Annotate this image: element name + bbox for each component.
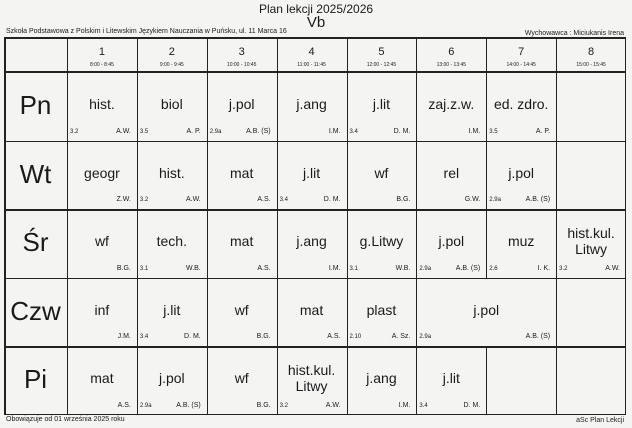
lesson-subject: hist.kul. Litwy [567, 225, 615, 258]
day-label: Wt [19, 158, 52, 189]
lesson-teacher: D. M. [323, 196, 341, 204]
lesson-teacher: D. M. [184, 333, 201, 341]
lesson-subject: j.ang [296, 233, 327, 250]
lesson-room: 2.6 [489, 265, 498, 272]
lesson-subject: j.ang [296, 96, 327, 112]
lesson-teacher: A.W. [325, 402, 341, 409]
cell-divider [556, 278, 557, 347]
lesson-subject: j.lit [303, 164, 321, 181]
lesson-teacher: A.B. (S) [246, 127, 271, 135]
page-title: Plan lekcji 2025/2026 [258, 2, 374, 16]
school-name: Szkoła Podstawowa z Polskim i Litewskim Językiem Nauczania w Puńsku, ul. 11 Marca 16 [6, 28, 287, 35]
lesson-teacher: Z.W. [116, 196, 131, 204]
period-time: 9:00 - 9:45 [159, 62, 184, 68]
day-label: Pi [23, 364, 48, 395]
lesson-teacher: A.B. (S) [455, 264, 481, 272]
lesson-teacher: A.S. [117, 402, 131, 409]
lesson-subject: mat [90, 370, 114, 387]
lesson-room: 3.2 [139, 197, 149, 204]
lesson-room: 3.2 [279, 403, 288, 409]
lesson-subject: j.pol [473, 301, 500, 318]
lesson-subject: g.Litwy [359, 233, 404, 250]
lesson-subject: j.lit [163, 301, 181, 318]
lesson-teacher: W.B. [185, 264, 201, 272]
lesson-subject: inf [94, 301, 110, 318]
period-number: 6 [448, 46, 455, 58]
period-number: 4 [308, 46, 315, 58]
lesson-room: 3.4 [139, 334, 149, 341]
lesson-room: 3.2 [70, 128, 79, 135]
day-label: Czw [10, 295, 61, 326]
lesson-teacher: A.S. [327, 333, 341, 341]
lesson-teacher: I.M. [468, 127, 481, 135]
cell-divider [556, 141, 557, 210]
lesson-subject: plast [366, 301, 397, 318]
lesson-room: 3.1 [139, 265, 149, 272]
lesson-room: 2.9a [419, 265, 432, 272]
lesson-teacher: A.W. [116, 127, 131, 135]
lesson-teacher: J.M. [117, 333, 131, 341]
lesson-room: 3.4 [419, 403, 428, 409]
grid-border [4, 414, 626, 416]
period-number: 8 [588, 46, 595, 58]
lesson-subject: geogr [84, 164, 120, 181]
lesson-subject: mat [230, 164, 254, 181]
period-number: 1 [98, 46, 105, 58]
lesson-subject: hist. [158, 164, 185, 181]
lesson-teacher: I.M. [328, 264, 341, 272]
lesson-teacher: A.B. (S) [525, 333, 551, 341]
lesson-subject: hist. [89, 96, 115, 112]
lesson-subject: zaj.z.w. [428, 96, 475, 112]
lesson-teacher: G.W. [464, 196, 481, 204]
lesson-subject: muz [507, 233, 535, 250]
lesson-teacher: A.B. (S) [176, 402, 201, 409]
valid-from: Obowiązuje od 01 września 2025 roku [6, 416, 125, 423]
lesson-subject: j.lit [442, 370, 460, 387]
lesson-subject: wf [94, 233, 109, 250]
period-time: 15:00 - 15:45 [576, 62, 606, 68]
lesson-teacher: B.G. [256, 333, 271, 341]
lesson-subject: biol [160, 96, 183, 112]
lesson-subject: mat [299, 301, 324, 318]
lesson-subject: ed. zdro. [493, 96, 549, 112]
row-divider [4, 209, 626, 211]
lesson-subject: j.ang [366, 370, 397, 387]
period-time: 13:00 - 13:45 [436, 62, 467, 68]
app-credit: aSc Plan Lekcji [576, 417, 624, 424]
lesson-room: 3.1 [349, 265, 358, 272]
lesson-subject: wf [234, 301, 249, 318]
cell-divider [556, 72, 557, 141]
period-number: 3 [238, 46, 245, 58]
lesson-teacher: A.W. [605, 264, 620, 272]
period-time: 11:00 - 11:45 [297, 62, 326, 68]
lesson-teacher: I.M. [328, 127, 341, 135]
timetable-grid [4, 37, 626, 415]
lesson-subject: wf [374, 164, 389, 181]
lesson-teacher: B.G. [256, 402, 271, 409]
lesson-room: 3.5 [489, 128, 498, 135]
lesson-room: 2.9a [489, 197, 501, 204]
lesson-teacher: B.G. [396, 196, 411, 204]
lesson-room: 2.9a [209, 128, 222, 135]
row-divider [4, 141, 626, 143]
lesson-teacher: I.M. [398, 402, 411, 409]
lesson-room: 3.4 [349, 128, 358, 135]
lesson-teacher: B.G. [116, 264, 131, 272]
period-time: 12:00 - 12:45 [366, 62, 397, 68]
lesson-room: 3.5 [139, 128, 149, 135]
lesson-teacher: A. Sz. [391, 333, 411, 341]
lesson-room: 2.9a [139, 403, 152, 409]
lesson-teacher: A. P. [535, 127, 551, 135]
lesson-teacher: D. M. [393, 127, 411, 135]
day-label: Pn [19, 90, 52, 120]
period-number: 7 [518, 46, 525, 58]
lesson-teacher: I. K. [537, 264, 551, 272]
header-divider [4, 71, 626, 73]
lesson-subject: j.lit [372, 96, 390, 112]
lesson-subject: tech. [156, 233, 187, 250]
lesson-teacher: A.B. (S) [525, 196, 551, 204]
lesson-subject: rel [443, 164, 460, 181]
lesson-teacher: A.S. [257, 264, 271, 272]
period-time: 8:00 - 8:45 [89, 62, 114, 68]
day-label: Śr [22, 227, 49, 258]
lesson-teacher: D. M. [463, 402, 481, 409]
lesson-subject: j.pol [158, 370, 185, 387]
lesson-room: 2.10 [349, 334, 362, 341]
lesson-room: 3.2 [559, 265, 568, 272]
lesson-teacher: A.S. [257, 196, 271, 204]
lesson-subject: hist.kul. Litwy [287, 362, 336, 395]
row-divider [4, 278, 626, 280]
homeroom-teacher: Wychowawca : Miciukanis Irena [524, 30, 624, 37]
lesson-teacher: A. P. [186, 127, 201, 135]
lesson-room: 3.4 [279, 197, 288, 204]
period-number: 5 [378, 46, 385, 58]
grid-border [4, 37, 626, 39]
row-divider [4, 346, 626, 348]
period-time: 10:00 - 10:45 [226, 62, 257, 68]
lesson-subject: wf [234, 370, 249, 387]
lesson-teacher: A.W. [185, 196, 201, 204]
period-number: 2 [168, 46, 175, 58]
period-time: 14:00 - 14:45 [506, 62, 536, 68]
lesson-subject: j.pol [438, 233, 465, 250]
cell-divider [486, 346, 487, 415]
lesson-subject: j.pol [228, 96, 255, 112]
cell-divider [556, 346, 557, 415]
lesson-room: 2.9a [419, 334, 432, 341]
lesson-subject: mat [230, 233, 254, 250]
lesson-teacher: W.B. [395, 264, 411, 272]
class-name: Vb [306, 14, 326, 31]
lesson-subject: j.pol [508, 164, 535, 181]
